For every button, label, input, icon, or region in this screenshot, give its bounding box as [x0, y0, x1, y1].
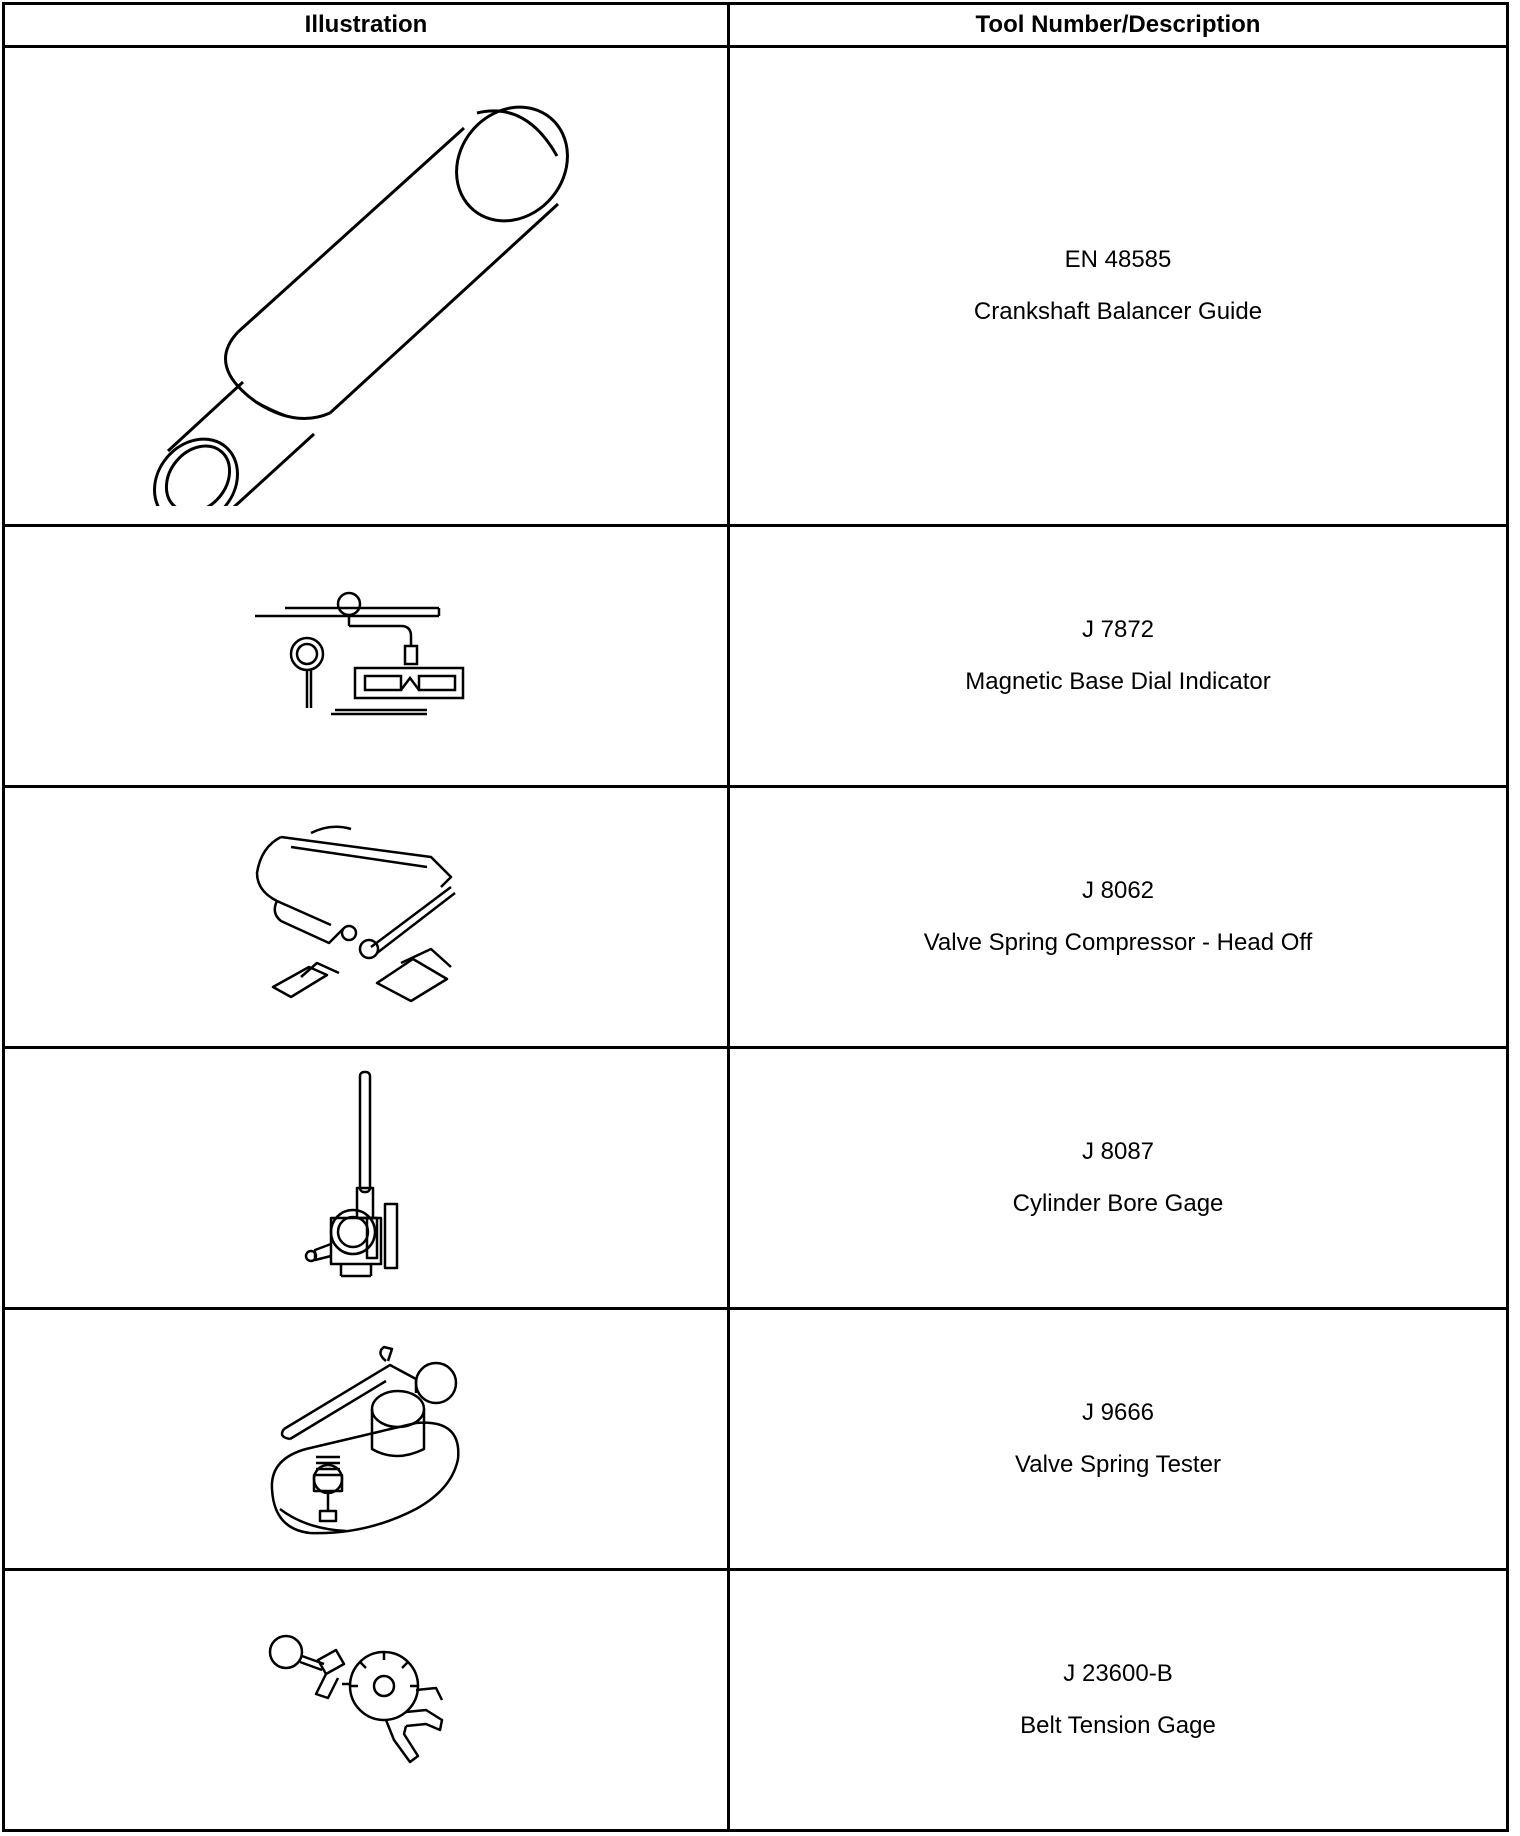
tool-description: Magnetic Base Dial Indicator — [965, 668, 1271, 695]
tool-description-cell — [729, 1309, 1508, 1570]
illustration-cell — [4, 1309, 729, 1570]
illustration-cell — [4, 526, 729, 787]
tool-number: J 9666 — [1081, 1399, 1155, 1426]
illustration-cell — [4, 1048, 729, 1309]
illustration-cell — [4, 1570, 729, 1831]
table-row — [4, 526, 1508, 787]
tool-description: Cylinder Bore Gage — [1012, 1190, 1224, 1217]
table-row — [4, 1570, 1508, 1831]
header-illustration: Illustration — [4, 4, 729, 47]
illustration-cell — [4, 47, 729, 526]
tool-description: Valve Spring Tester — [1015, 1451, 1221, 1478]
tool-number: EN 48585 — [1064, 246, 1172, 273]
table-row — [4, 47, 1508, 526]
belt-tension-gage-icon — [266, 1630, 466, 1770]
tool-description-cell — [729, 526, 1508, 787]
magnetic-base-dial-indicator-icon — [251, 586, 481, 726]
illustration-cell — [4, 787, 729, 1048]
tool-description-cell — [729, 1570, 1508, 1831]
valve-spring-tester-icon — [266, 1339, 466, 1539]
tool-description-cell — [729, 787, 1508, 1048]
tool-number: J 8062 — [1081, 877, 1155, 904]
tool-description: Belt Tension Gage — [1020, 1712, 1216, 1739]
tool-description: Crankshaft Balancer Guide — [973, 298, 1263, 325]
crankshaft-balancer-guide-icon — [146, 66, 586, 506]
tool-number: J 8087 — [1081, 1138, 1155, 1165]
table-row — [4, 1048, 1508, 1309]
tool-table — [2, 2, 1509, 1832]
table-row — [4, 787, 1508, 1048]
tool-description-cell — [729, 1048, 1508, 1309]
table-row — [4, 1309, 1508, 1570]
tool-number: J 7872 — [1081, 616, 1155, 643]
header-tool-description: Tool Number/Description — [729, 4, 1508, 47]
tool-description: Valve Spring Compressor - Head Off — [923, 929, 1313, 956]
tool-number: J 23600-B — [1063, 1660, 1173, 1687]
cylinder-bore-gage-icon — [301, 1068, 431, 1288]
header-row — [4, 4, 1508, 47]
valve-spring-compressor-icon — [251, 817, 481, 1017]
tool-description-cell — [729, 47, 1508, 526]
